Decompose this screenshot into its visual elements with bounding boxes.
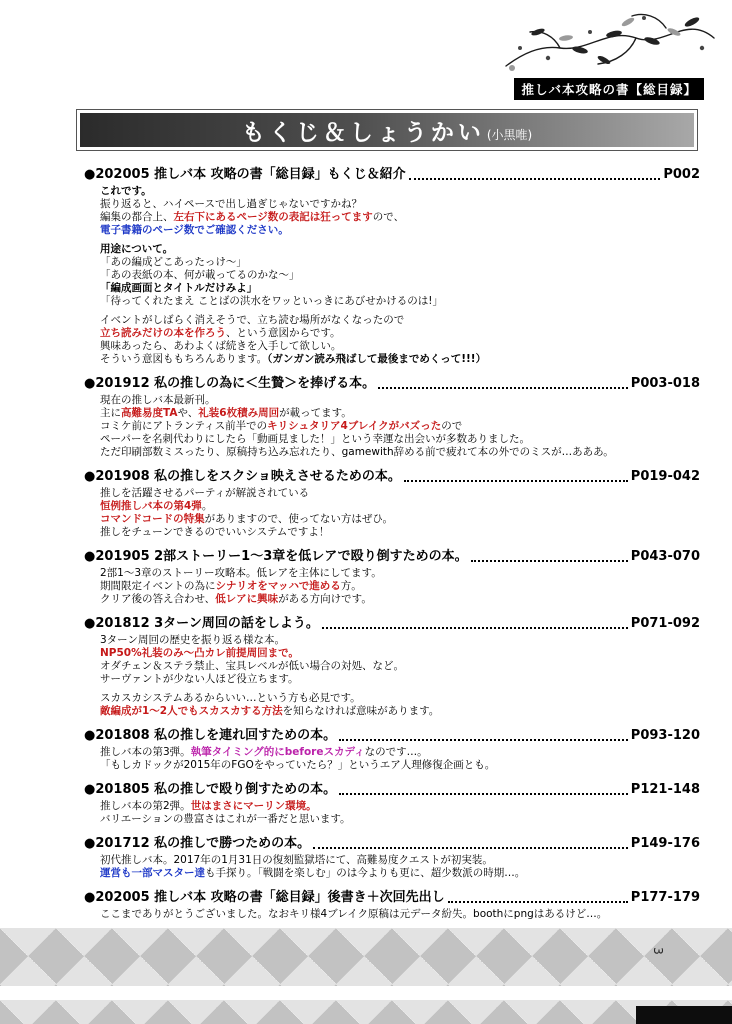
entry-page-number: P121-148 [630, 782, 700, 797]
text-segment: 推しバ本の第2弾。 [100, 800, 191, 812]
entry-page-number: P071-092 [630, 616, 700, 631]
text-segment: 方。 [340, 580, 362, 592]
entry-line [100, 282, 700, 295]
corner-label: 推しバ本攻略の書【総目録】 [514, 78, 704, 100]
text-segment: 左右下にあるページ数の表記は狂ってます [173, 211, 373, 223]
entry-line [100, 867, 700, 880]
entry-page-number: P043-070 [630, 549, 700, 564]
toc-entry [84, 166, 700, 366]
text-segment: 「あの編成どこあったっけ～」 [100, 256, 247, 268]
entry-line [100, 446, 700, 459]
text-segment: 礼装6枚積み周回 [198, 407, 280, 419]
entry-page-number: P003-018 [630, 376, 700, 391]
entry-header [84, 375, 700, 392]
text-segment: 敵編成が1～2人でもスカスカする方法 [100, 705, 283, 717]
entry-line [100, 854, 700, 867]
entry-line [100, 500, 700, 513]
entry-title: ●201908 私の推しをスクショ映えさせるための本。 [84, 469, 401, 484]
entry-title: ●201808 私の推しを連れ回すための本。 [84, 728, 337, 743]
page-title: もくじ＆しょうかい [241, 119, 485, 146]
entry-body [100, 854, 700, 880]
text-segment: 「あの表紙の本、何が載ってるのかな～」 [100, 269, 300, 281]
entry-title: ●201812 3ターン周回の話をしよう。 [84, 616, 319, 631]
dot-leader [339, 739, 628, 741]
text-segment: オダチェン＆ステラ禁止、宝具レベルが低い場合の対処、など。 [100, 660, 404, 672]
toc-entry [84, 835, 700, 880]
text-segment: イベントがしばらく消えそうで、立ち読む場所がなくなったので [100, 314, 405, 326]
entry-line [100, 295, 700, 308]
entry-line [100, 327, 700, 340]
entry-title: ●201905 2部ストーリー1～3章を低レアで殴り倒すための本。 [84, 549, 468, 564]
text-segment: も手探り。「戦闘を楽しむ」のは今よりも更に、超少数派の時期…。 [205, 867, 526, 879]
text-segment: ここまでありがとうございました。なおキリ様4ブレイク原稿は元データ紛失。boothにpngはあるけど…。 [100, 908, 608, 920]
entry-line [100, 211, 700, 224]
entry-line [100, 692, 700, 705]
text-segment: ペーパーを名刺代わりにしたら「動画見ました！」という幸運な出会いが多数ありました。 [100, 433, 530, 445]
corner-black-bar [636, 1006, 732, 1024]
entry-body [100, 746, 700, 772]
text-segment: そういう意図ももちろんあります。 [100, 353, 268, 365]
toc-entry [84, 548, 700, 606]
toc-entries [84, 166, 700, 930]
dot-leader [471, 560, 628, 562]
entry-line [100, 224, 700, 237]
title-bar [80, 113, 694, 147]
entry-header [84, 548, 700, 565]
text-segment: 2部1～3章のストーリー攻略本。低レアを主体にしてます。 [100, 567, 382, 579]
text-segment: 立ち読みだけの本を作ろう [100, 327, 226, 339]
entry-line [100, 185, 700, 198]
text-segment: 電子書籍のページ数でご確認ください。 [100, 224, 289, 236]
entry-line [100, 513, 700, 526]
entry-body [100, 185, 700, 366]
text-segment: 推しバ本の第3弾。 [100, 746, 191, 758]
text-segment: 運営も一部マスター達 [100, 867, 205, 879]
text-segment: 主に [100, 407, 121, 419]
text-segment: 推しをチューンできるのでいいシステムですよ！ [100, 526, 330, 538]
text-segment: 初代推しバ本。2017年の1月31日の復刻監獄塔にて、高難易度クエストが初実装。 [100, 854, 493, 866]
text-segment: （ガンガン読み飛ばして最後までめくって!!!） [267, 353, 487, 365]
entry-title: ●201912 私の推しの為に＜生贄＞を捧げる本。 [84, 376, 376, 391]
text-segment: ので [441, 420, 463, 432]
entry-line [100, 407, 700, 420]
text-segment: がありますので、使ってない方はぜひ。 [204, 513, 393, 525]
text-segment: これです。 [100, 185, 152, 197]
checker-pattern-top [0, 928, 732, 986]
text-segment: コミケ前にアトランティス前半での [100, 420, 268, 432]
text-segment: サーヴァントが少ない人ほど役立ちます。 [100, 673, 299, 685]
dot-leader [448, 901, 628, 903]
entry-page-number: P093-120 [630, 728, 700, 743]
entry-line [100, 660, 700, 673]
entry-page-number: P177-179 [630, 890, 700, 905]
entry-title: ●201712 私の推しで勝つための本。 [84, 836, 311, 851]
entry-line [100, 487, 700, 500]
entry-line [100, 314, 700, 327]
text-segment: 振り返ると、ハイペースで出し過ぎじゃないですかね？ [100, 198, 362, 210]
dot-leader [378, 387, 628, 389]
page-title-author: (小黒唯) [486, 128, 533, 142]
text-segment: 世はまさにマーリン環境。 [190, 800, 317, 812]
dot-leader [339, 793, 628, 795]
entry-line [100, 800, 700, 813]
text-segment: なのです…。 [364, 746, 428, 758]
entry-header [84, 166, 700, 183]
text-segment: 期間限定イベントの為に [100, 580, 216, 592]
title-box [76, 109, 698, 151]
entry-line [100, 705, 700, 718]
entry-title: ●202005 推しバ本 攻略の書「総目録」後書き＋次回先出し [84, 890, 445, 905]
entry-line [100, 593, 700, 606]
entry-title: ●202005 推しバ本 攻略の書「総目録」もくじ＆紹介 [84, 167, 406, 182]
entry-header [84, 468, 700, 485]
entry-line [100, 433, 700, 446]
entry-line [100, 746, 700, 759]
entry-line [100, 634, 700, 647]
text-segment: スカスカシステムあるからいい…という方も必見です。 [100, 692, 361, 704]
text-segment: NP50%礼装のみ～凸カレ前提周回まで。 [100, 647, 299, 659]
text-segment: がある方向けです。 [278, 593, 372, 605]
text-segment: 高難易度TA [121, 407, 178, 419]
text-segment: 興味あったら、あわよくば続きを入手して欲しい。 [100, 340, 342, 352]
entry-body [100, 567, 700, 606]
text-segment: や、 [177, 407, 199, 419]
entry-line [100, 198, 700, 211]
entry-line [100, 394, 700, 407]
dot-leader [404, 480, 628, 482]
text-segment: 。 [201, 500, 213, 512]
entry-header [84, 889, 700, 906]
text-segment: 現在の推しバ本最新刊。 [100, 394, 216, 406]
entry-title: ●201805 私の推しで殴り倒すための本。 [84, 782, 337, 797]
dot-leader [409, 178, 661, 180]
dot-leader [313, 847, 628, 849]
checker-pattern-bottom [0, 1000, 732, 1024]
entry-line [100, 673, 700, 686]
toc-entry [84, 781, 700, 826]
entry-header [84, 727, 700, 744]
entry-line [100, 269, 700, 282]
text-segment: 「待ってくれたまえ ことばの洪水をワッといっきにあびせかけるのは!」 [100, 295, 444, 307]
dot-leader [322, 627, 628, 629]
page-number: 3 [651, 947, 666, 955]
entry-line [100, 580, 700, 593]
text-segment: コマンドコードの特集 [100, 513, 205, 525]
entry-body [100, 487, 700, 539]
entry-line [100, 243, 700, 256]
entry-header [84, 835, 700, 852]
toc-entry [84, 468, 700, 539]
entry-header [84, 615, 700, 632]
text-segment: が載ってます。 [279, 407, 352, 419]
entry-page-number: P019-042 [630, 469, 700, 484]
text-segment: 3ターン周回の歴史を振り返る様な本。 [100, 634, 285, 646]
entry-line [100, 813, 700, 826]
text-segment: シナリオをマッハで進める [215, 580, 341, 592]
text-segment: 編集の都合上、 [100, 211, 174, 223]
entry-line [100, 647, 700, 660]
text-segment: 推しを活躍させるパーティが解説されている [100, 487, 310, 499]
entry-line [100, 353, 700, 366]
text-segment: 用途について。 [100, 243, 174, 255]
toc-entry [84, 375, 700, 459]
entry-line [100, 340, 700, 353]
entry-line [100, 567, 700, 580]
text-segment: クリア後の答え合わせ、 [100, 593, 216, 605]
entry-body [100, 908, 700, 921]
text-segment: 執筆タイミング的にbeforeスカディ [190, 746, 365, 758]
entry-body [100, 800, 700, 826]
entry-line [100, 256, 700, 269]
toc-entry [84, 615, 700, 718]
entry-page-number: P002 [663, 167, 700, 182]
text-segment: 恒例推しバ本の第4弾 [100, 500, 202, 512]
entry-header [84, 781, 700, 798]
toc-entry [84, 889, 700, 921]
text-segment: ので、 [372, 211, 405, 223]
toc-entry [84, 727, 700, 772]
entry-line [100, 420, 700, 433]
entry-body [100, 634, 700, 718]
entry-line [100, 759, 700, 772]
text-segment: 、という意図からです。 [226, 327, 341, 339]
text-segment: キリシュタリア4ブレイクがバズった [267, 420, 442, 432]
text-segment: バリエーションの豊富さはこれが一番だと思います。 [100, 813, 351, 825]
entry-page-number: P149-176 [630, 836, 700, 851]
vine-decoration [496, 8, 716, 80]
entry-line [100, 526, 700, 539]
text-segment: ただ印刷部数ミスったり、原稿持ち込み忘れたり、gamewith辞める前で疲れて本の外でのミスが…あああ。 [100, 446, 614, 458]
text-segment: 「編成画面とタイトルだけみよ」 [100, 282, 258, 294]
text-segment: を知らなければ意味があります。 [282, 705, 440, 717]
text-segment: 低レアに興味 [215, 593, 279, 605]
entry-body [100, 394, 700, 459]
text-segment: 「もしカドックが2015年のFGOをやっていたら？」というエア人理修復企画とも。 [100, 759, 496, 771]
entry-line [100, 908, 700, 921]
